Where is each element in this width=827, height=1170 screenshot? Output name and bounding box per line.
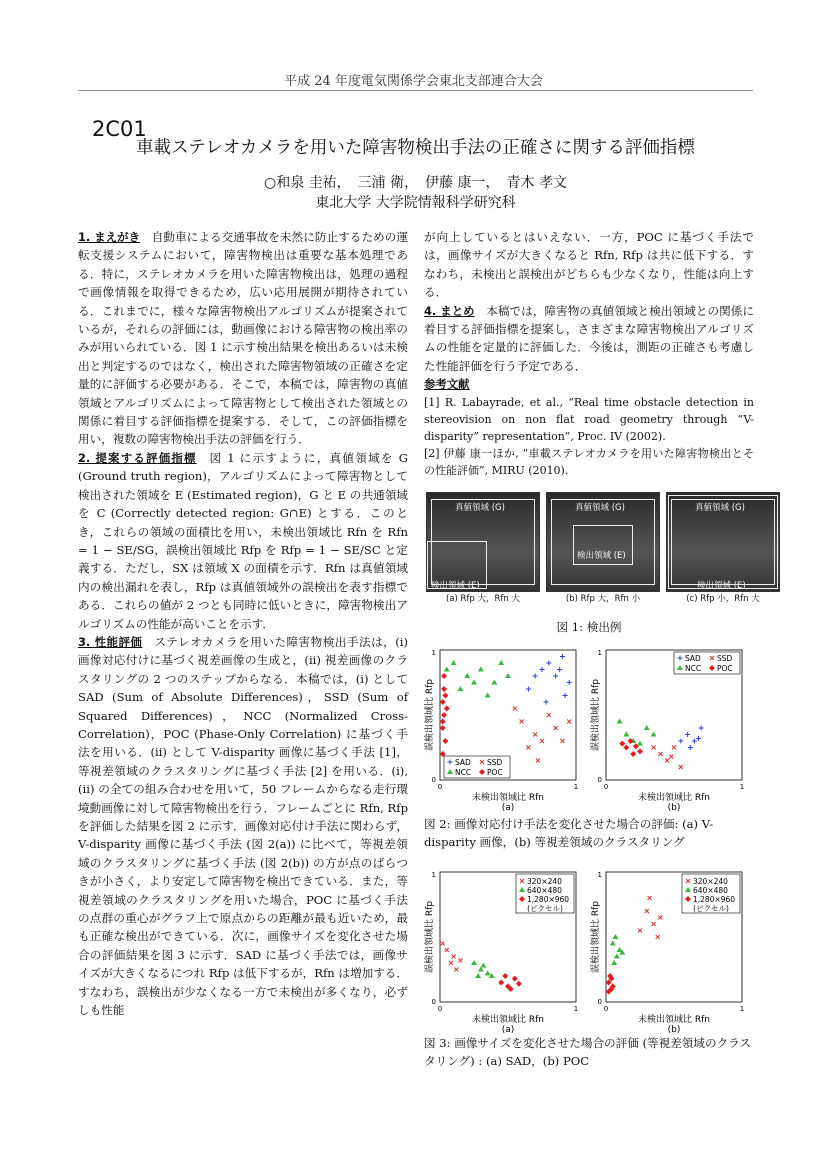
section-heading: 1. まえがき bbox=[78, 230, 141, 244]
legend-entry: 640×480 bbox=[527, 886, 562, 895]
x-tick-label: 0 bbox=[437, 1005, 443, 1013]
x-tick-label: 1 bbox=[739, 1005, 745, 1013]
data-point bbox=[471, 680, 477, 685]
photo-caption: (c) Rfp 小，Rfn 大 bbox=[686, 594, 760, 604]
section-heading: 4. まとめ bbox=[424, 303, 475, 318]
data-point bbox=[442, 693, 448, 699]
header-rule bbox=[78, 90, 753, 91]
data-point bbox=[567, 720, 571, 724]
data-point bbox=[557, 667, 562, 672]
paper-title: 車載ステレオカメラを用いた障害物検出手法の正確さに関する評価指標 bbox=[136, 138, 695, 158]
legend-entry: SSD bbox=[487, 758, 503, 767]
data-point bbox=[554, 726, 558, 730]
data-point bbox=[610, 941, 616, 946]
data-point bbox=[630, 751, 636, 757]
legend-note: (ピクセル) bbox=[693, 904, 729, 913]
panel-label: (b) bbox=[667, 803, 681, 812]
data-point bbox=[444, 706, 450, 712]
evaluation-continued: が向上しているとはいえない．一方，POC に基づく手法では，画像サイズが大きくなると Rfn, Rfp は共に低下する．すなわち，未検出と誤検出がどちらも少なくなり，性能は向上する． bbox=[424, 230, 754, 300]
data-point bbox=[498, 980, 504, 986]
truth-label: 真値領域 (G) bbox=[575, 503, 625, 513]
data-point bbox=[669, 755, 673, 759]
data-point bbox=[652, 922, 656, 926]
data-point bbox=[505, 673, 511, 678]
y-axis-label: 誤検出領域比 Rfp bbox=[425, 901, 435, 973]
estimated-label: 検出領域 (E) bbox=[431, 581, 480, 591]
legend-entry: 640×480 bbox=[693, 886, 728, 895]
data-point bbox=[536, 759, 540, 763]
truth-label: 真値領域 (G) bbox=[455, 503, 505, 513]
y-tick-label: 1 bbox=[597, 871, 602, 879]
data-point bbox=[451, 660, 457, 665]
data-point bbox=[449, 961, 453, 965]
data-point bbox=[457, 686, 463, 691]
y-tick-label: 0 bbox=[431, 998, 436, 1006]
photo-caption: (a) Rfp 大，Rfn 大 bbox=[445, 594, 521, 604]
section-metric: 2. 提案する評価指標 図 1 に示すように，真値領域を G (Ground truth region)，アルゴリズムによって障害物として検出された領域を E (Estimated region)，G と E の共通領域を C (Correctly detected region: G∩E) とする．このとき，これらの領域の面積比を用い，未検出領域比 Rfn を Rfn = 1 − SE/SG，誤検出領域比 Rfp を Rfp = 1 − SE/SC と定義する．ただし，SX は領域 X の面積を示す．Rfn は真値領域内の検出漏れを表し，Rfp は真値領域外の誤検出を表す指標である．これらの値が 2 つとも同時に低いときに，障害物検出アルゴリズムの性能が高いことを示す． bbox=[78, 450, 408, 631]
data-point bbox=[619, 741, 625, 747]
panel-label: (b) bbox=[667, 1025, 681, 1034]
data-point bbox=[696, 736, 701, 741]
data-point bbox=[637, 748, 643, 754]
data-point bbox=[445, 948, 449, 952]
data-point bbox=[544, 700, 549, 705]
data-point bbox=[441, 673, 447, 679]
data-point bbox=[685, 732, 690, 737]
references-heading: 参考文献 bbox=[424, 377, 470, 392]
data-point bbox=[678, 739, 683, 744]
y-tick-label: 0 bbox=[597, 776, 602, 784]
section-summary: 4. まとめ 本稿では，障害物の真値領域と検出領域との関係に着目する評価指標を提案し，さまざまな障害物検出アルゴリズムの性能を定量的に評価した．今後は，測距の正確さも考慮した性能評価を行う予定である． bbox=[424, 303, 754, 373]
data-point bbox=[560, 654, 565, 659]
data-point bbox=[627, 738, 633, 744]
data-point bbox=[699, 726, 704, 731]
data-point bbox=[491, 680, 497, 685]
section-heading: 3. 性能評価 bbox=[78, 634, 143, 649]
data-point bbox=[498, 660, 504, 665]
data-point bbox=[481, 963, 487, 968]
legend-entry: POC bbox=[487, 768, 503, 777]
data-point bbox=[441, 712, 447, 718]
data-point bbox=[652, 746, 656, 750]
data-point bbox=[526, 746, 530, 750]
data-point bbox=[645, 909, 649, 913]
data-point bbox=[679, 765, 683, 769]
data-point bbox=[444, 667, 450, 672]
data-point bbox=[623, 732, 629, 737]
data-point bbox=[672, 746, 676, 750]
data-point bbox=[547, 713, 551, 717]
data-point bbox=[656, 935, 660, 939]
legend-entry: SSD bbox=[717, 654, 733, 663]
right-column bbox=[424, 228, 754, 480]
data-point bbox=[648, 896, 652, 900]
data-point bbox=[440, 699, 446, 705]
legend-entry: 320×240 bbox=[693, 877, 728, 886]
scatter-chart-fig2a bbox=[424, 644, 584, 812]
x-tick-label: 1 bbox=[739, 783, 745, 791]
data-point bbox=[442, 738, 448, 744]
data-point bbox=[665, 759, 669, 763]
reference-2: [2] 伊藤 康一ほか, “車載ステレオカメラを用いた障害物検出とその性能評価”, MIRU (2010). bbox=[424, 447, 754, 478]
detection-photo-b bbox=[546, 492, 660, 592]
data-point bbox=[563, 693, 568, 698]
y-tick-label: 1 bbox=[431, 649, 436, 657]
x-axis-label: 未検出領域比 Rfn bbox=[472, 1015, 544, 1025]
data-point bbox=[553, 674, 558, 679]
data-point bbox=[520, 720, 524, 724]
left-column bbox=[78, 228, 408, 1019]
data-point bbox=[516, 981, 522, 987]
x-tick-label: 0 bbox=[437, 783, 443, 791]
legend-entry: SAD bbox=[455, 758, 471, 767]
x-tick-label: 0 bbox=[603, 1005, 609, 1013]
affiliation: 東北大学 大学院情報科学研究科 bbox=[315, 195, 516, 211]
x-axis-label: 未検出領域比 Rfn bbox=[638, 793, 710, 803]
conference-header: 平成 24 年度電気関係学会東北支部連合大会 bbox=[284, 74, 543, 89]
data-point bbox=[485, 693, 491, 698]
authors: ○和泉 圭祐， 三浦 衛， 伊藤 康一， 青木 孝文 bbox=[263, 175, 567, 191]
data-point bbox=[458, 958, 462, 962]
x-axis-label: 未検出領域比 Rfn bbox=[638, 1015, 710, 1025]
data-point bbox=[441, 686, 447, 692]
data-point bbox=[440, 719, 446, 725]
legend-entry: 1,280×960 bbox=[527, 895, 570, 904]
section-heading: 2. 提案する評価指標 bbox=[78, 450, 197, 465]
data-point bbox=[688, 745, 693, 750]
data-point bbox=[611, 960, 617, 965]
data-point bbox=[533, 733, 537, 737]
legend-entry: 1,280×960 bbox=[693, 895, 736, 904]
data-point bbox=[560, 739, 564, 743]
data-point bbox=[567, 680, 572, 685]
section-intro: 1. まえがき 自動車による交通事故を未然に防止するための運転支援システムにおいて，障害物検出は重要な基本処理である．特に，ステレオカメラを用いた障害物検出は，処理の過程で画像情報を取得できるため，広い応用展開が期待されている．これまでに，様々な障害物検出アルゴリズムが提案されているが，それらの評価には，動画像における障害物の検出率のみが用いられている．図 1 に示す検出結果を検出あるいは未検出と判定するのではなく，検出された障害物領域の正確さを定量的に評価する必要がある．そこで，本稿では，障害物の真値領域とアルゴリズムによって障害物として検出された領域との関係に着目する評価指標を提案する．そして，この評価指標を用い，複数の障害物検出手法の評価を行う． bbox=[78, 230, 408, 447]
truth-label: 真値領域 (G) bbox=[695, 503, 745, 513]
y-axis-label: 誤検出領域比 Rfp bbox=[591, 679, 601, 751]
x-tick-label: 0 bbox=[603, 783, 609, 791]
data-point bbox=[452, 955, 456, 959]
data-point bbox=[526, 687, 531, 692]
detection-photo-a bbox=[426, 492, 540, 592]
y-axis-label: 誤検出領域比 Rfp bbox=[425, 679, 435, 751]
figure-1 bbox=[426, 492, 780, 604]
figure-2-caption: 図 2: 画像対応付け手法を変化させた場合の評価: (a) V-disparity 画像，(b) 等視差領域のクラスタリング bbox=[424, 817, 713, 849]
data-point bbox=[637, 741, 643, 746]
data-point bbox=[692, 739, 697, 744]
estimated-label: 検出領域 (E) bbox=[577, 551, 626, 561]
legend-entry: POC bbox=[717, 664, 733, 673]
x-tick-label: 1 bbox=[573, 783, 579, 791]
data-point bbox=[513, 707, 517, 711]
reference-1: [1] R. Labayrade, et al., “Real time obstacle detection in stereovision on non flat road geometry through “V-disparity” representation”, Proc. IV (2002). bbox=[424, 395, 754, 444]
data-point bbox=[546, 661, 551, 666]
data-point bbox=[651, 732, 657, 737]
data-point bbox=[441, 942, 445, 946]
paper-id: 2C01 bbox=[92, 117, 147, 141]
x-axis-label: 未検出領域比 Rfn bbox=[472, 793, 544, 803]
panel-label: (a) bbox=[501, 1025, 515, 1034]
scatter-chart-fig3a bbox=[424, 866, 584, 1034]
section-evaluation: 3. 性能評価 ステレオカメラを用いた障害物検出手法は，(i) 画像対応付けに基づく視差画像の生成と，(ii) 視差画像のクラスタリングの 2 つのステップからなる．本稿では，(i) として SAD (Sum of Absolute Differences)，SSD (Sum of Squared Differences)，NCC (Normalized Cross-Correlation)，POC (Phase-Only Correlation) に基づく手法を用いる．(ii) として V-disparity 画像に基づく手法 [1]，等視差領域のクラスタリングに基づく手法 [2] を用いる．(i), (ii) の全ての組み合わせを用いて，50 フレームからなる走行環境動画像に対して障害物検出を行う．フレームごとに Rfn, Rfp を評価した結果を図 2 に示す．画像対応付け手法に関わらず，V-disparity 画像に基づく手法 (図 2(a)) に比べて，等視差領域のクラスタリングに基づく手法 (図 2(b)) の方が点のばらつきが小さく，より安定して障害物を検出できている．また，等視差領域のクラスタリングを用いた場合，POC に基づく手法の点群の重心がグラフ上で原点からの距離が最も近いため，最も正確な検出ができている．次に，画像サイズを変化させた場合の評価結果を図 3 に示す．SAD に基づく手法では，画像サイズが大きくなるにつれ Rfp は低下するが，Rfn は増加する．すなわち，誤検出が少なくなる一方で未検出が多くなり，必ずしも性能 bbox=[78, 634, 408, 1018]
y-tick-label: 0 bbox=[431, 776, 436, 784]
legend-note: (ピクセル) bbox=[527, 904, 563, 913]
photo-caption: (b) Rfp 大，Rfn 小 bbox=[565, 594, 641, 604]
y-axis-label: 誤検出領域比 Rfp bbox=[591, 901, 601, 973]
y-tick-label: 1 bbox=[431, 871, 436, 879]
legend-entry: SAD bbox=[685, 654, 701, 663]
data-point bbox=[623, 745, 629, 751]
data-point bbox=[540, 739, 544, 743]
data-point bbox=[454, 968, 458, 972]
data-point bbox=[512, 976, 518, 982]
data-point bbox=[440, 725, 446, 731]
legend-entry: 320×240 bbox=[527, 877, 562, 886]
data-point bbox=[540, 667, 545, 672]
data-point bbox=[658, 916, 662, 920]
data-point bbox=[533, 674, 538, 679]
data-point bbox=[478, 667, 484, 672]
data-point bbox=[613, 934, 619, 939]
data-point bbox=[658, 752, 662, 756]
scatter-chart-fig2b bbox=[590, 644, 750, 812]
data-point bbox=[614, 954, 620, 959]
y-tick-label: 1 bbox=[597, 649, 602, 657]
scatter-chart-fig3b bbox=[590, 866, 750, 1034]
figure-1-caption: 図 1: 検出例 bbox=[556, 620, 622, 634]
data-point bbox=[617, 719, 623, 724]
data-point bbox=[471, 960, 477, 965]
data-point bbox=[502, 973, 508, 979]
estimated-box bbox=[668, 495, 778, 589]
data-point bbox=[464, 673, 470, 678]
legend-entry: NCC bbox=[455, 768, 472, 777]
y-tick-label: 0 bbox=[597, 998, 602, 1006]
x-tick-label: 1 bbox=[573, 1005, 579, 1013]
panel-label: (a) bbox=[501, 803, 515, 812]
data-point bbox=[475, 973, 481, 978]
legend-entry: NCC bbox=[685, 664, 702, 673]
detection-photo-c bbox=[666, 492, 780, 592]
estimated-label: 検出領域 (E) bbox=[697, 581, 746, 591]
figure-3-caption: 図 3: 画像サイズを変化させた場合の評価 (等視差領域のクラスタリング) : (a) SAD，(b) POC bbox=[424, 1036, 752, 1068]
data-point bbox=[644, 725, 650, 730]
data-point bbox=[485, 970, 491, 975]
data-point bbox=[638, 929, 642, 933]
